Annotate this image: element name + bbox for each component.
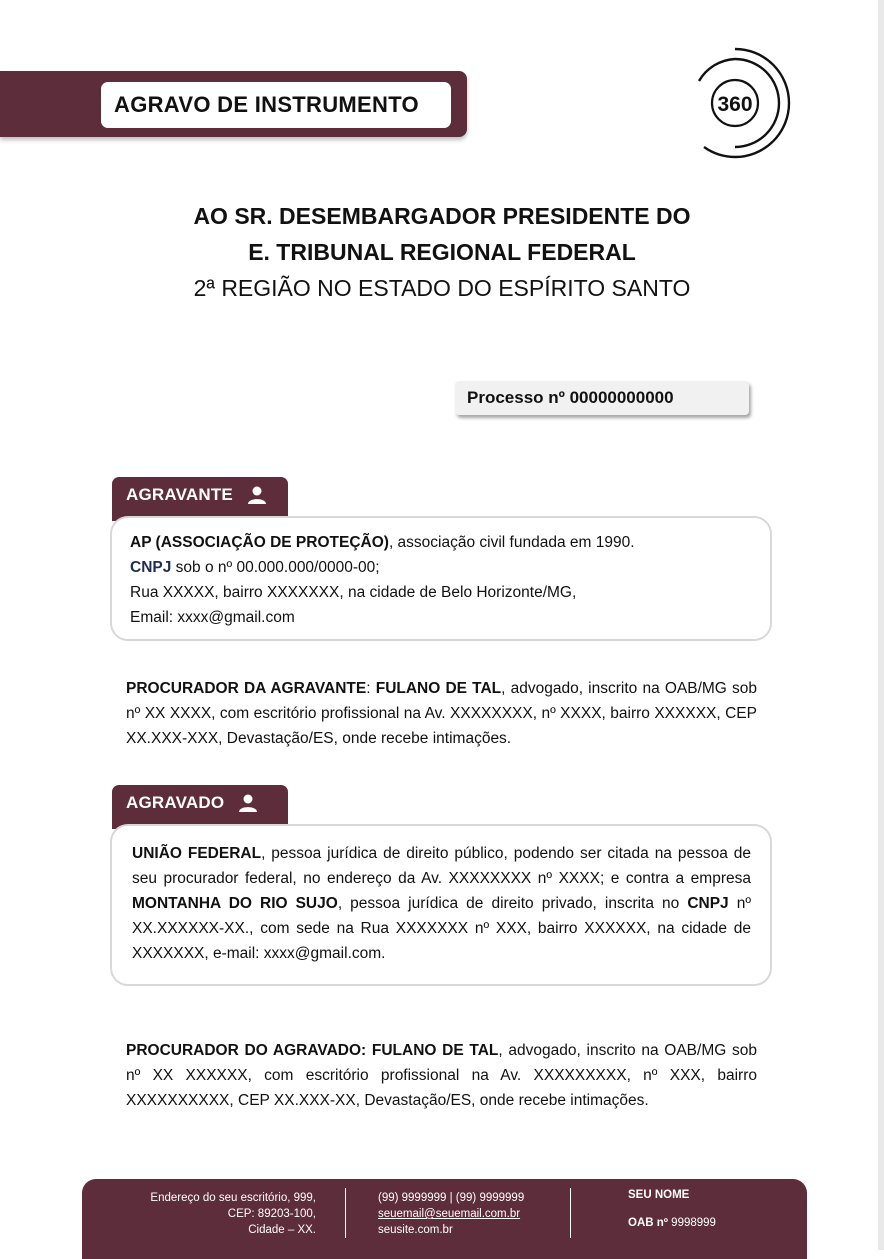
- logo-360: [694, 45, 792, 160]
- agravante-cnpj-line: [130, 555, 752, 580]
- agravado-card: [110, 824, 772, 986]
- agravado-company: MONTANHA DO RIO SUJO: [132, 895, 338, 912]
- procurador-agravado-paragraph: [126, 1038, 757, 1113]
- agravante-address: Rua XXXXX, bairro XXXXXXX, na cidade de Belo Horizonte/MG,: [130, 584, 577, 601]
- addressee-title: [0, 198, 884, 306]
- procurador-agravante-text: , advogado, inscrito na OAB/MG sob nº XX XXXX, com escritório profissional na Av. XXXXXXXX, nº XXXX, bairro XXXXXX, CEP XX.XXX-XXX, Devastação/ES, onde recebe intimações.: [126, 680, 758, 747]
- page-edge: [878, 0, 884, 1250]
- agravante-name-line: [130, 530, 752, 555]
- user-icon: [238, 794, 258, 812]
- title-line-3: 2ª REGIÃO NO ESTADO DO ESPÍRITO SANTO: [193, 275, 691, 301]
- footer-phone: (99) 9999999 | (99) 9999999: [378, 1192, 525, 1204]
- footer-oab: [628, 1217, 716, 1229]
- agravado-tab: [112, 785, 288, 829]
- footer-name: SEU NOME: [628, 1189, 690, 1201]
- title-line-2: E. TRIBUNAL REGIONAL FEDERAL: [248, 239, 636, 265]
- footer-divider: [570, 1188, 571, 1238]
- footer-address-line-1: Endereço do seu escritório, 999,: [150, 1192, 316, 1204]
- agravante-description: , associação civil fundada em 1990.: [388, 534, 635, 551]
- footer-email-link[interactable]: seuemail@seuemail.com.br: [378, 1208, 521, 1220]
- agravado-name: UNIÃO FEDERAL: [132, 845, 262, 862]
- agravante-card: [110, 516, 772, 641]
- agravado-tab-label: AGRAVADO: [126, 793, 225, 812]
- document-type-label: [101, 82, 451, 128]
- procurador-agravante-paragraph: [126, 676, 757, 751]
- document-type-text: AGRAVO DE INSTRUMENTO: [114, 92, 419, 117]
- logo-text: 360: [717, 93, 753, 116]
- procurador-agravado-text: , advogado, inscrito na OAB/MG sob nº XX XXXXXX, com escritório profissional na Av. XXXXXXXXX, nº XXX, bairro XXXXXXXXXX, CEP XX.XXX-XX, Devastação/ES, onde recebe intimações.: [126, 1042, 757, 1109]
- procurador-agravante-sep: :: [366, 680, 376, 697]
- footer-divider: [345, 1188, 346, 1238]
- agravante-tab: [112, 477, 288, 521]
- user-icon: [247, 486, 267, 504]
- process-number-box: [455, 381, 749, 415]
- footer-oab-label: OAB nº: [628, 1217, 668, 1229]
- agravado-text-2: , pessoa jurídica de direito privado, inscrita no: [337, 895, 688, 912]
- agravado-text-1: , pessoa jurídica de direito público, podendo ser citada na pessoa de seu procurador federal, no endereço da Av. XXXXXXXX nº XXXX; e contra a empresa: [132, 845, 751, 887]
- title-line-1: AO SR. DESEMBARGADOR PRESIDENTE DO: [193, 203, 691, 229]
- footer-address-line-3: Cidade – XX.: [248, 1224, 316, 1236]
- footer-oab-number: 9998999: [667, 1217, 716, 1229]
- procurador-agravado-label: PROCURADOR DO AGRAVADO: FULANO DE TAL: [126, 1042, 499, 1059]
- footer: [82, 1179, 807, 1259]
- footer-address-line-2: CEP: 89203-100,: [227, 1208, 316, 1220]
- process-number: Processo nº 00000000000: [467, 388, 674, 407]
- agravante-email: Email: xxxx@gmail.com: [130, 609, 295, 626]
- agravante-tab-label: AGRAVANTE: [126, 485, 233, 504]
- footer-contact: [378, 1190, 524, 1238]
- agravado-text-3: nº XX.XXXXXX-XX., com sede na Rua XXXXXXX nº XXX, bairro XXXXXX, na cidade de XXXXXXX, e-mail: xxxx@gmail.com.: [132, 895, 751, 962]
- procurador-agravante-label: PROCURADOR DA AGRAVANTE: [126, 680, 367, 697]
- agravante-name: AP (ASSOCIAÇÃO DE PROTEÇÃO): [130, 534, 389, 551]
- procurador-agravante-name: FULANO DE TAL: [375, 680, 502, 697]
- agravante-cnpj: sob o nº 00.000.000/0000-00;: [171, 559, 380, 576]
- agravado-text: [132, 841, 751, 966]
- footer-address: [132, 1190, 316, 1238]
- agravante-cnpj-label: CNPJ: [130, 559, 172, 576]
- agravado-cnpj-label: CNPJ: [687, 895, 729, 912]
- footer-site: seusite.com.br: [378, 1224, 453, 1236]
